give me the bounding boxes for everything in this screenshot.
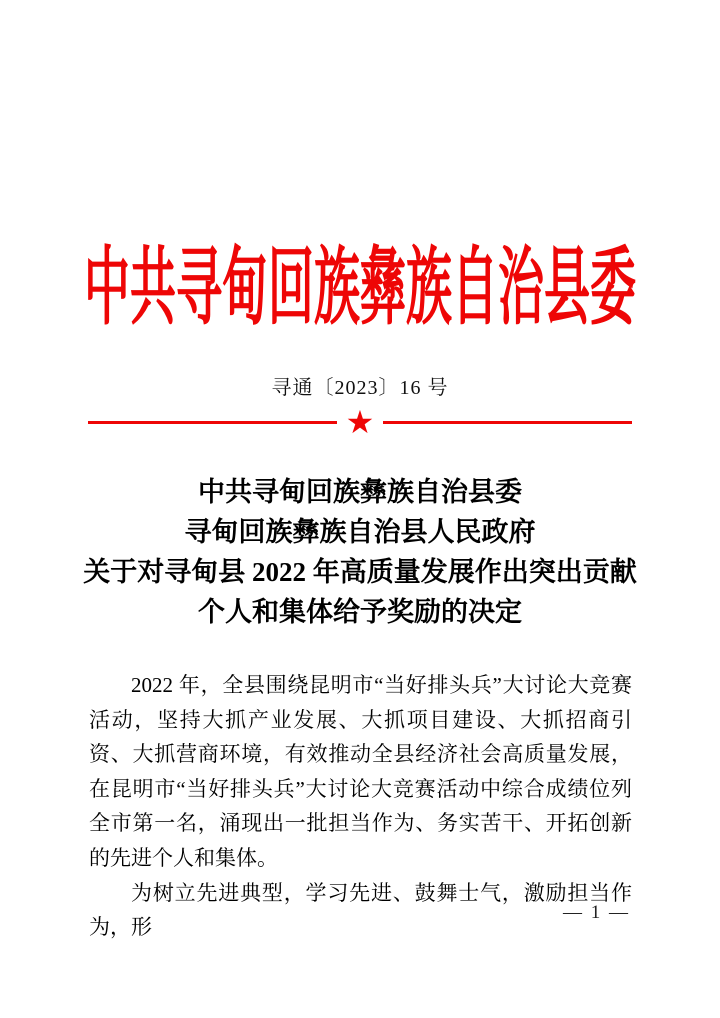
document-title: [40, 472, 680, 632]
body-paragraph-1: 2022 年，全县围绕昆明市“当好排头兵”大讨论大竞赛活动，坚持大抓产业发展、大抓项目建设、大抓招商引资、大抓营商环境，有效推动全县经济社会高质量发展，在昆明市“当好排头兵”大讨论大竞赛活动中综合成绩位列全市第一名，涌现出一批担当作为、务实苦干、开拓创新的先进个人和集体。: [89, 673, 632, 870]
divider-line-left: [88, 421, 337, 424]
body-paragraph-2: 为树立先进典型，学习先进、鼓舞士气，激励担当作为，形: [89, 880, 632, 940]
document-title-line-2: 寻甸回族彝族自治县人民政府: [184, 517, 536, 547]
page-number: — 1 —: [563, 902, 630, 923]
divider-line-right: [383, 421, 632, 424]
letterhead-divider: [88, 406, 632, 438]
document-title-line-4: 个人和集体给予奖励的决定: [198, 597, 522, 627]
document-title-line-3: 关于对寻甸县 2022 年高质量发展作出突出贡献: [83, 557, 637, 587]
letterhead-org-title: 中共寻甸回族彝族自治县委: [84, 240, 636, 335]
document-body: [89, 668, 632, 945]
document-number: 寻通〔2023〕16 号: [271, 377, 449, 399]
document-title-line-1: 中共寻甸回族彝族自治县委: [198, 477, 522, 507]
star-icon: ★: [345, 404, 375, 440]
